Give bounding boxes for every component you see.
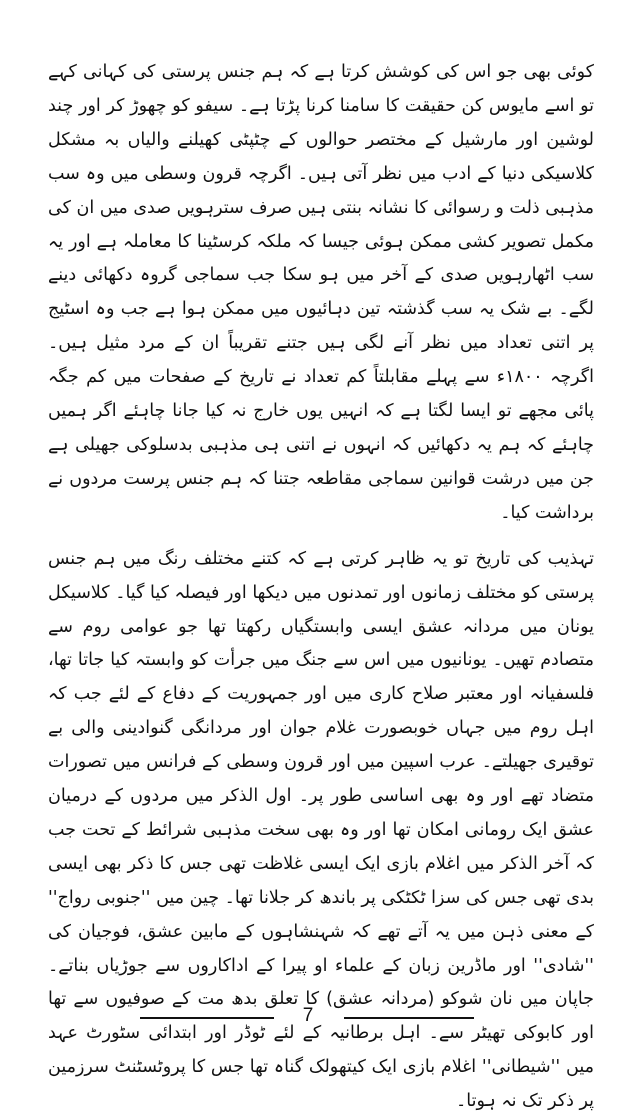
body-paragraph: تہذیب کی تاریخ تو یہ ظاہر کرتی ہے کہ کتنے مختلف رنگ میں ہم جنس پرستی کو مختلف زمانوں اور تمدنوں میں دیکھا اور فیصلہ کیا گیا۔ کلاسیکل یونان میں مردانہ عشق ایسی وابستگیاں رکھتا تھا جو عوامی روم سے متصادم تھیں۔ یونانیوں میں اس سے جنگ میں جرأت کو وابستہ کیا جاتا تھا، فلسفیانہ اور معتبر صلاح کاری میں اور جمہوریت کے دفاع کے لئے جب کہ اہل روم میں جہاں خوبصورت غلام جوان اور مردانگی گنوادینی والی بے توقیری جھیلتے۔ عرب اسپین میں اور قرون وسطی کے فرانس میں تصورات متضاد تھے اور وہ بھی اساسی طور پر۔ اول الذکر میں مردوں کے درمیان عشق ایک رومانی امکان تھا اور وہ بھی سخت مذہبی شرائط کے تحت جب کہ آخر الذکر میں اغلام بازی ایک ایسی غلاظت تھی جس کا ذکر بھی ایسی بدی تھی جس کی سزا ٹکٹکی پر باندھ کر جلانا تھا۔ چین میں ''جنوبی رواج'' کے معنی ذہن میں یہ آتے تھے کہ شہنشاہوں کے مابین عشق، فوجیان کی ''شادی'' اور ماڈرین زبان کے علماء او پیرا کے اداکاروں سے جوڑیاں بناتے۔ جاپان میں نان شوکو (مردانہ عشق) کا تعلق بدھ مت کے صوفیوں سے تھا اور کابوکی تھیٹر سے۔ اہل برطانیہ کے لئے ٹوڈر اور ابتدائی سٹورٹ عہد میں ''شیطانی'' اغلام بازی ایک کیتھولک گناہ تھا جس کا پروٹسٹنٹ سرزمین پر ذکر تک نہ ہوتا۔ [48,548,594,1112]
page-footer [0,1000,642,1032]
footer-rule-left [140,1017,274,1019]
page-body [48,56,594,1119]
page-number: 7 [302,1005,314,1026]
footer-rule-right [344,1017,474,1019]
body-paragraph: کوئی بھی جو اس کی کوشش کرتا ہے کہ ہم جنس پرستی کی کہانی کہے تو اسے مایوس کن حقیقت کا سامنا کرنا پڑتا ہے۔ سیفو کو چھوڑ کر اور چند لوشین اور مارشیل کے مختصر حوالوں کے چٹپٹی کھیلنے والیاں بہ مشکل کلاسیکی دنیا کے ادب میں نظر آتی ہیں۔ اگرچہ قرون وسطی میں وہ سب مذہبی ذلت و رسوائی کا نشانہ بنتی ہیں صرف سترہویں صدی میں ان کی مکمل تصویر کشی ممکن ہوئی جیسا کہ ملکہ کرسٹینا کا معاملہ ہے اور یہ سب اٹھارہویں صدی کے آخر میں ہو سکا جب سماجی گروہ دکھائی دینے لگے۔ بے شک یہ سب گذشتہ تین دہائیوں میں ممکن ہوا ہے جب وہ اسٹیج پر اتنی تعداد میں نظر آنے لگی ہیں جتنے تقریباً ان کے مرد مثیل ہیں۔ اگرچہ ۱۸۰۰ء سے پہلے مقابلتاً کم تعداد نے تاریخ کے صفحات میں کم جگہ پائی مجھے تو ایسا لگتا ہے کہ انہیں یوں خارج نہ کیا جانا چاہئے اگر ہمیں چاہئے کہ ہم یہ دکھائیں کہ انہوں نے اتنی ہی مذہبی بدسلوکی جھیلی ہے جن میں درشت قوانین سماجی مقاطعہ جتنا کہ ہم جنس پرست مردوں نے برداشت کیا۔ [48,62,595,523]
